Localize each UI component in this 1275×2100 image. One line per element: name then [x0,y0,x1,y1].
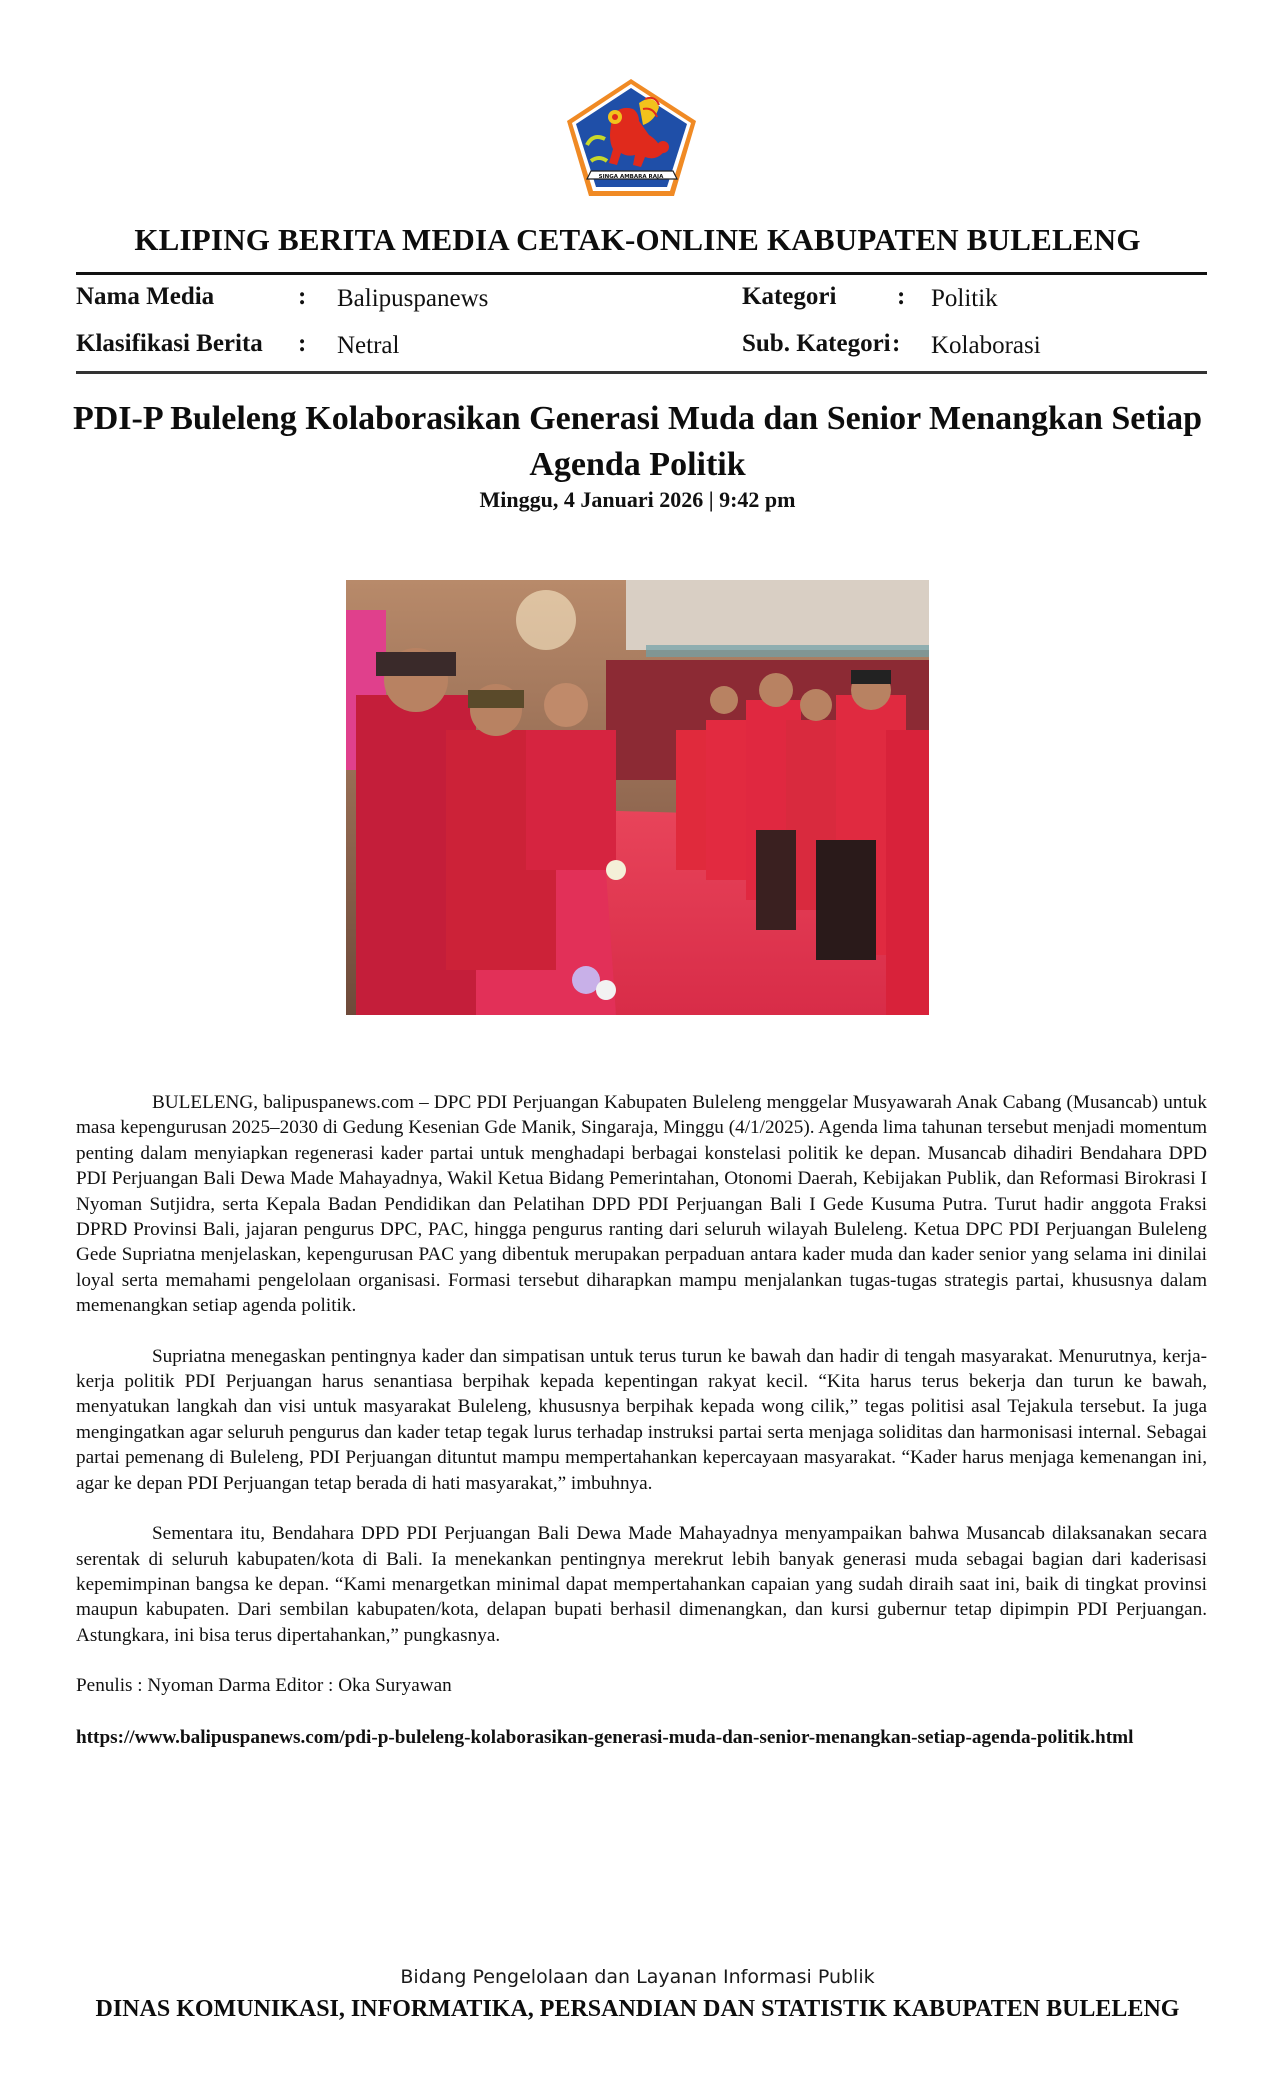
meta-value: Netral [337,332,400,359]
footer-agency: DINAS KOMUNIKASI, INFORMATIKA, PERSANDIAN DAN STATISTIK KABUPATEN BULELENG [95,1996,1180,2022]
article-body [76,1090,1207,1751]
meta-kategori [742,282,1192,314]
meta-colon: : [892,330,901,357]
meta-nama-media [76,282,576,314]
article-paragraph: BULELENG, balipuspanews.com – DPC PDI Perjuangan Kabupaten Buleleng menggelar Musyawarah Anak Cabang (Musancab) untuk masa kepengurusan 2025–2030 di Gedung Kesenian Gde Manik, Singaraja, Minggu (4/1/2025). Agenda lima tahunan tersebut menjadi momentum penting dalam menyiapkan regenerasi kader partai untuk menghadapi berbagai konstelasi politik ke depan. Musancab dihadiri Bendahara DPD PDI Perjuangan Bali Dewa Made Mahayadnya, Wakil Ketua Bidang Pemerintahan, Otonomi Daerah, Kebijakan Publik, dan Reformasi Birokrasi I Nyoman Sutjidra, serta Kepala Badan Pendidikan dan Pelatihan DPD PDI Perjuangan Bali I Gede Kusuma Putra. Turut hadir anggota Fraksi DPRD Provinsi Bali, jajaran pengurus DPC, PAC, hingga pengurus ranting dari seluruh wilayah Buleleng. Ketua DPC PDI Perjuangan Buleleng Gede Supriatna menjelaskan, kepengurusan PAC yang dibentuk merupakan perpaduan antara kader muda dan kader senior yang selama ini dinilai loyal serta memahami pengelolaan organisasi. Formasi tersebut diharapkan mampu menjalankan tugas-tugas strategis partai, khususnya dalam memenangkan setiap agenda politik. [76,1092,1207,1317]
article-paragraph: Supriatna menegaskan pentingnya kader dan simpatisan untuk terus turun ke bawah dan hadir di tengah masyarakat. Menurutnya, kerja-kerja politik PDI Perjuangan harus senantiasa berpihak kepada kepentingan rakyat kecil. “Kita harus terus bekerja dan turun ke bawah, menyatukan langkah dan visi untuk masyarakat Buleleng, khususnya berpihak kepada wong cilik,” tegas politisi asal Tejakula tersebut. Ia juga mengingatkan agar seluruh pengurus dan kader tetap tegak lurus terhadap instruksi partai serta menjaga soliditas dan harmonisasi internal. Sebagai partai pemenang di Buleleng, PDI Perjuangan dituntut mampu mempertahankan kepercayaan masyarakat. “Kader harus menjaga kemenangan ini, agar ke depan PDI Perjuangan tetap berada di hati masyarakat,” imbuhnya. [76,1345,1207,1494]
source-url-link[interactable]: https://www.balipuspanews.com/pdi-p-buleleng-kolaborasikan-generasi-muda-dan-senior-menangkan-setiap-agenda-politik.html [76,1726,1134,1748]
header-divider-bottom [76,371,1207,374]
article-photo [346,580,929,1015]
meta-label: Klasifikasi Berita [76,330,263,357]
lion-crest-icon [563,75,700,199]
meta-klasifikasi-berita [76,329,576,361]
article-headline: PDI-P Buleleng Kolaborasikan Generasi Muda dan Senior Menangkan Setiap Agenda Politik [72,400,1203,483]
meta-sub-kategori [742,329,1192,361]
event-photo-illustration [346,580,929,1015]
meta-label: Kategori [742,283,837,310]
meta-label: Nama Media [76,283,215,310]
article-paragraph: Sementara itu, Bendahara DPD PDI Perjuangan Bali Dewa Made Mahayadnya menyampaikan bahwa Musancab dilaksanakan secara serentak di seluruh kabupaten/kota di Bali. Ia menekankan pentingnya merekrut lebih banyak generasi muda sebagai bagian dari kaderisasi kepemimpinan bangsa ke depan. “Kami menargetkan minimal dapat mempertahankan capaian yang sudah diraih saat ini, baik di tingkat provinsi maupun kabupaten. Dari sembilan kabupaten/kota, delapan bupati berhasil dimenangkan, dan kursi gubernur tetap dipimpin PDI Perjuangan. Astungkara, ini bisa terus dipertahankan,” pungkasnya. [76,1523,1207,1646]
article-credits: Penulis : Nyoman Darma Editor : Oka Suryawan [76,1675,452,1697]
article-dateline: Minggu, 4 Januari 2026 | 9:42 pm [479,487,796,512]
meta-colon: : [298,330,307,357]
logo-motto: SINGA AMBARA RAJA [598,174,664,180]
meta-label: Sub. Kategori [742,330,891,357]
meta-colon: : [298,283,307,310]
footer-division: Bidang Pengelolaan dan Layanan Informasi Publik [400,1966,875,1988]
buleleng-crest-logo [563,75,700,199]
meta-value: Kolaborasi [931,332,1041,359]
meta-value: Balipuspanews [337,285,489,312]
header-divider-top [76,272,1207,275]
meta-value: Politik [931,285,998,312]
document-title: KLIPING BERITA MEDIA CETAK-ONLINE KABUPATEN BULELENG [134,222,1141,257]
meta-colon: : [897,283,906,310]
